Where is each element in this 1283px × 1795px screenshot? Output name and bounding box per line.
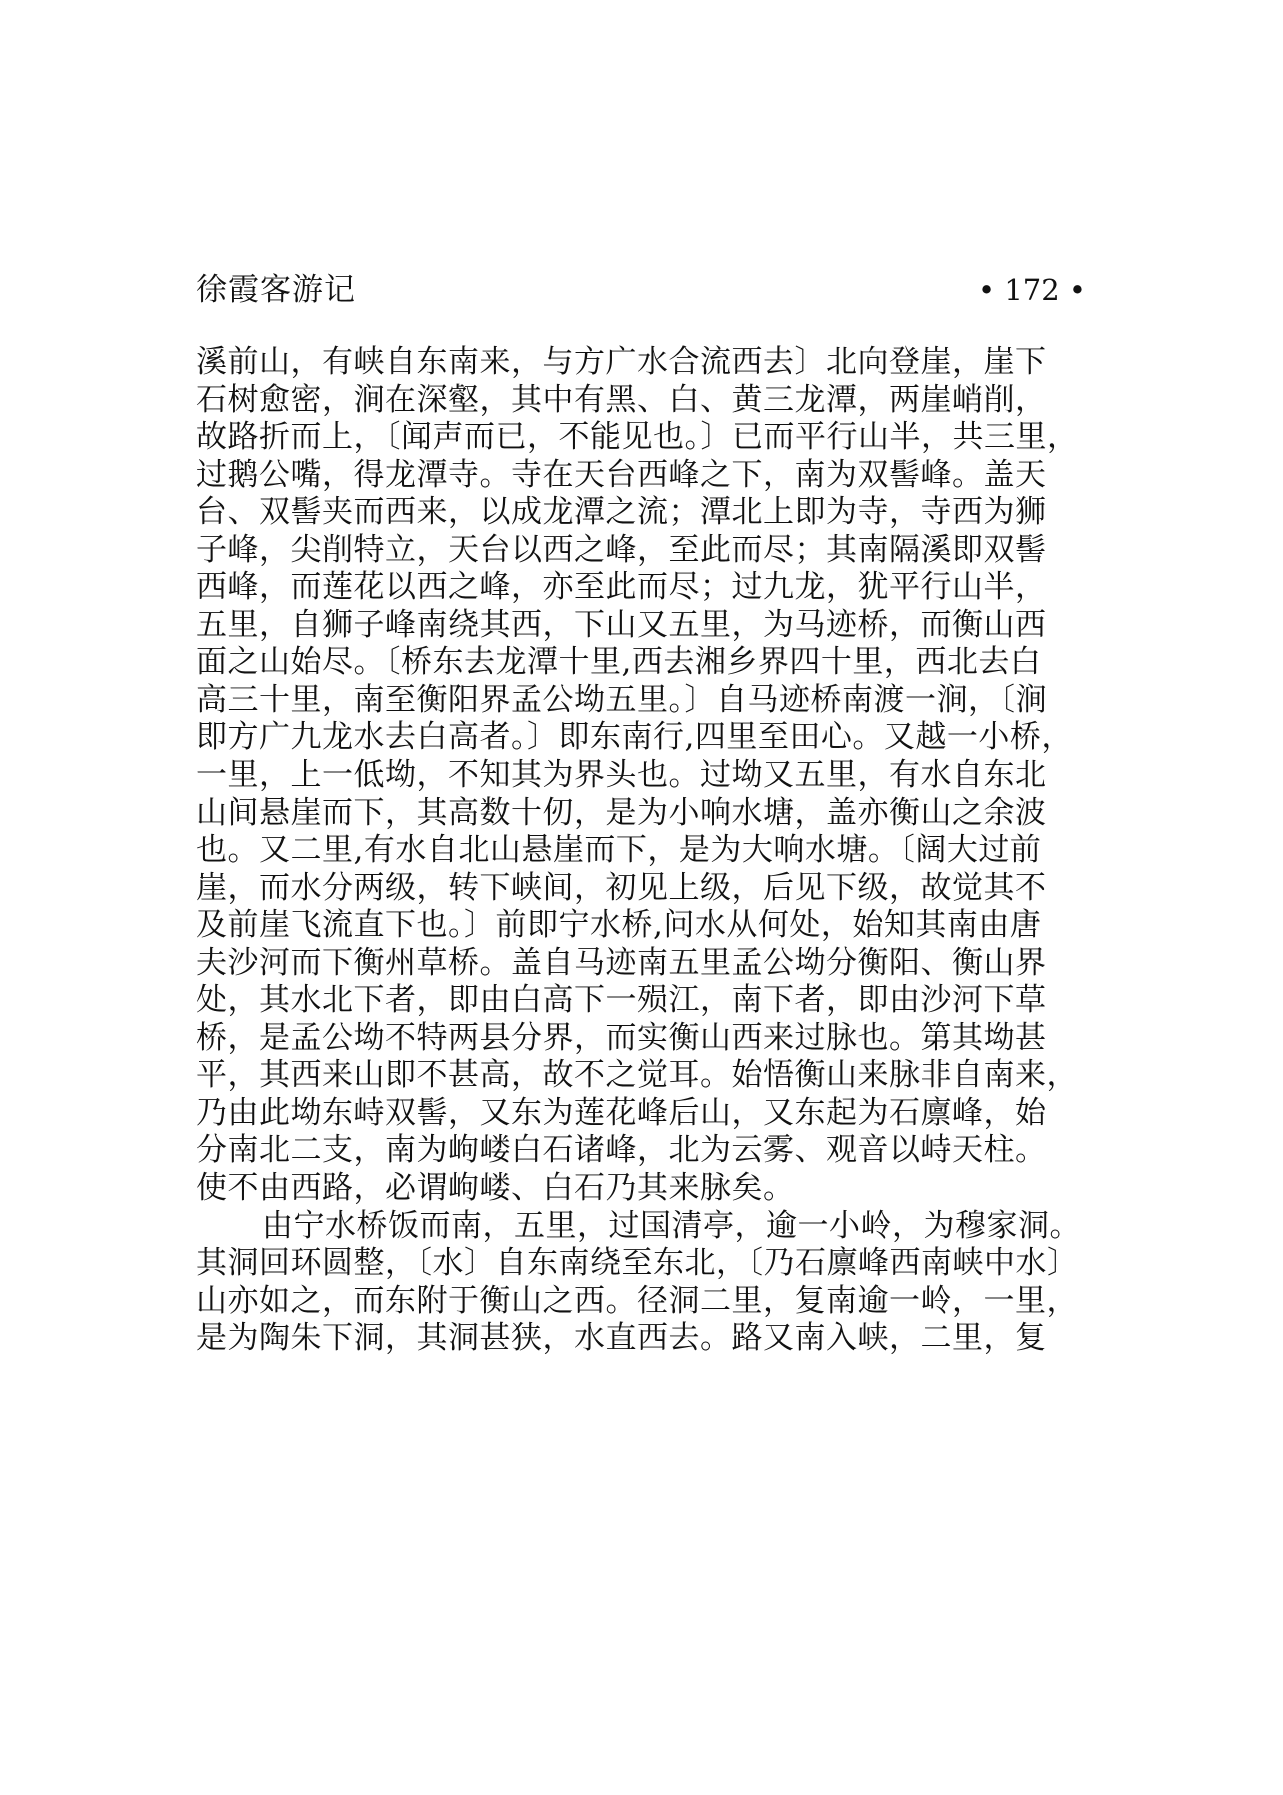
text-line: 崖，而水分两级，转下峡间，初见上级，后见下级，故觉其不	[196, 869, 1047, 906]
text-line: 桥，是孟公坳不特两县分界，而实衡山西来过脉也。第其坳甚	[196, 1019, 1047, 1056]
text-line: 及前崖飞流直下也。〕前即宁水桥,问水从何处，始知其南由唐	[196, 907, 1042, 944]
page-number: • 172 •	[978, 273, 1086, 307]
paragraph-start-line: 由宁水桥饭而南，五里，过国清亭，逾一小岭，为穆家洞。	[262, 1207, 1081, 1244]
body-text	[196, 344, 1086, 1358]
text-line: 山亦如之，而东附于衡山之西。径洞二里，复南逾一岭，一里，	[196, 1282, 1078, 1319]
text-line: 也。又二里,有水自北山悬崖而下，是为大响水塘。〔阔大过前	[196, 832, 1042, 869]
text-line: 五里，自狮子峰南绕其西，下山又五里，为马迹桥，而衡山西	[196, 606, 1047, 643]
text-line: 使不由西路，必谓岣嵝、白石乃其来脉矣。	[196, 1170, 795, 1207]
text-line: 山间悬崖而下，其高数十仞，是为小响水塘，盖亦衡山之余波	[196, 794, 1047, 831]
text-line: 台、双髻夹而西来，以成龙潭之流；潭北上即为寺，寺西为狮	[196, 494, 1047, 531]
text-line: 一里，上一低坳，不知其为界头也。过坳又五里，有水自东北	[196, 757, 1047, 794]
text-line: 高三十里，南至衡阳界孟公坳五里。〕自马迹桥南渡一涧，〔涧	[196, 681, 1047, 718]
text-line: 溪前山，有峡自东南来，与方广水合流西去〕北向登崖，崖下	[196, 344, 1047, 380]
text-line: 西峰，而莲花以西之峰，亦至此而尽；过九龙，犹平行山半，	[196, 569, 1047, 606]
text-line: 平，其西来山即不甚高，故不之觉耳。始悟衡山来脉非自南来，	[196, 1057, 1078, 1094]
text-line: 乃由此坳东峙双髻，又东为莲花峰后山，又东起为石廪峰，始	[196, 1094, 1047, 1131]
book-title: 徐霞客游记	[196, 272, 356, 308]
page-header	[196, 268, 1086, 316]
text-line: 是为陶朱下洞，其洞甚狭，水直西去。路又南入峡，二里，复	[196, 1320, 1047, 1357]
text-line: 子峰，尖削特立，天台以西之峰，至此而尽；其南隔溪即双髻	[196, 531, 1047, 568]
text-line: 面之山始尽。〔桥东去龙潭十里,西去湘乡界四十里，西北去白	[196, 644, 1042, 681]
text-line: 夫沙河而下衡州草桥。盖自马迹南五里孟公坳分衡阳、衡山界	[196, 944, 1047, 981]
text-line: 过鹅公嘴，得龙潭寺。寺在天台西峰之下，南为双髻峰。盖天	[196, 456, 1047, 493]
text-line: 处，其水北下者，即由白高下一殒江，南下者，即由沙河下草	[196, 982, 1047, 1019]
text-line: 其洞回环圆整，〔水〕自东南绕至东北，〔乃石廪峰西南峡中水〕	[196, 1245, 1079, 1282]
text-line: 分南北二支，南为岣嵝白石诸峰，北为云雾、观音以峙天柱。	[196, 1132, 1047, 1169]
text-line: 石树愈密，涧在深壑，其中有黑、白、黄三龙潭，两崖峭削，	[196, 381, 1047, 418]
text-line: 即方广九龙水去白高者。〕即东南行,四里至田心。又越一小桥，	[196, 719, 1073, 756]
text-line: 故路折而上，〔闻声而已，不能见也。〕已而平行山半，共三里，	[196, 419, 1079, 456]
